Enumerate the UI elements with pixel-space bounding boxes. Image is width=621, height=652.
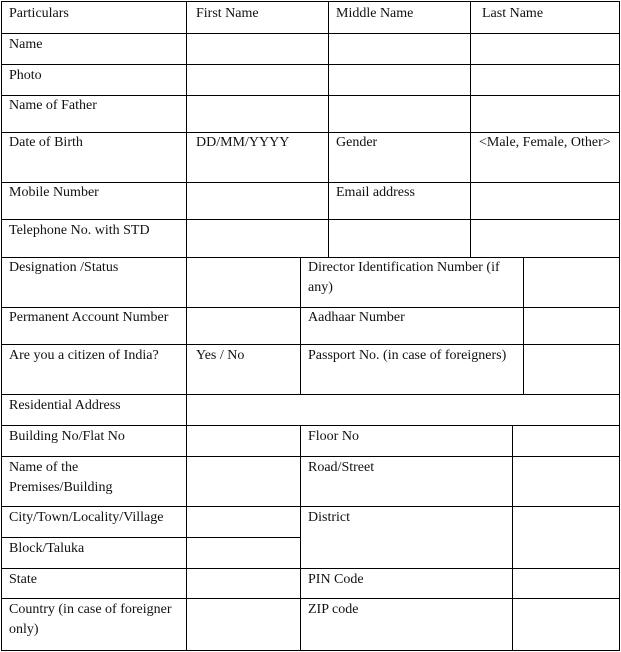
country-field[interactable] <box>187 599 300 650</box>
rule <box>1 1 620 2</box>
label-floor: Floor No <box>308 429 359 444</box>
last-name-field[interactable] <box>471 34 619 64</box>
road-field[interactable] <box>513 457 619 506</box>
building-field[interactable] <box>187 426 300 456</box>
label-email-address: Email address <box>336 185 415 200</box>
label-name: Name <box>9 37 43 52</box>
label-district: District <box>308 510 350 525</box>
label-din: Director Identification Number (if any) <box>308 260 500 295</box>
dob-format-hint[interactable]: DD/MM/YYYY <box>196 135 290 150</box>
header-last-name: Last Name <box>482 6 544 21</box>
label-gender: Gender <box>336 135 378 150</box>
mobile-number-field[interactable] <box>187 183 328 219</box>
photo-field[interactable] <box>187 65 619 95</box>
particulars-form <box>1 1 620 651</box>
pin-code-field[interactable] <box>513 569 619 598</box>
district-field[interactable] <box>513 507 619 568</box>
label-father-name: Name of Father <box>9 98 97 113</box>
label-city: City/Town/Locality/Village <box>9 510 164 525</box>
label-pan: Permanent Account Number <box>9 310 169 325</box>
first-name-field[interactable] <box>187 34 328 64</box>
father-first-name-field[interactable] <box>187 96 328 132</box>
citizen-options[interactable]: Yes / No <box>196 348 245 363</box>
gender-options[interactable]: <Male, Female, Other> <box>479 135 611 150</box>
header-middle-name: Middle Name <box>336 6 414 21</box>
rule <box>1 394 620 395</box>
aadhaar-field[interactable] <box>524 308 619 344</box>
label-road: Road/Street <box>308 460 375 475</box>
label-premises: Name of the Premises/Building <box>9 460 113 495</box>
state-field[interactable] <box>187 569 300 598</box>
label-country: Country (in case of foreigner only) <box>9 602 172 637</box>
label-photo: Photo <box>9 68 42 83</box>
city-field[interactable] <box>187 507 300 537</box>
residential-address-heading: Residential Address <box>9 398 121 413</box>
label-aadhaar: Aadhaar Number <box>308 310 405 325</box>
label-building: Building No/Flat No <box>9 429 125 444</box>
label-date-of-birth: Date of Birth <box>9 135 83 150</box>
floor-field[interactable] <box>513 426 619 456</box>
label-passport: Passport No. (in case of foreigners) <box>308 348 507 363</box>
label-state: State <box>9 572 37 587</box>
passport-field[interactable] <box>524 345 619 394</box>
header-first-name: First Name <box>196 6 259 21</box>
din-field[interactable] <box>524 258 619 307</box>
rule <box>300 257 301 395</box>
father-middle-name-field[interactable] <box>329 96 470 132</box>
pan-field[interactable] <box>187 308 300 344</box>
rule <box>619 1 620 651</box>
label-citizen-of-india: Are you a citizen of India? <box>9 348 159 363</box>
middle-name-field[interactable] <box>329 34 470 64</box>
email-address-field[interactable] <box>471 183 619 219</box>
father-last-name-field[interactable] <box>471 96 619 132</box>
rule <box>1 650 620 651</box>
label-mobile-number: Mobile Number <box>9 185 99 200</box>
label-zip-code: ZIP code <box>308 602 359 617</box>
zip-code-field[interactable] <box>513 599 619 650</box>
premises-field[interactable] <box>187 457 300 506</box>
label-pin-code: PIN Code <box>308 572 364 587</box>
telephone-field[interactable] <box>187 220 619 257</box>
label-telephone: Telephone No. with STD <box>9 223 150 238</box>
block-field[interactable] <box>187 538 300 568</box>
label-block: Block/Taluka <box>9 541 85 556</box>
header-particulars: Particulars <box>9 6 69 21</box>
rule <box>1 1 2 651</box>
designation-field[interactable] <box>187 258 300 307</box>
rule <box>300 425 301 651</box>
label-designation: Designation /Status <box>9 260 119 275</box>
